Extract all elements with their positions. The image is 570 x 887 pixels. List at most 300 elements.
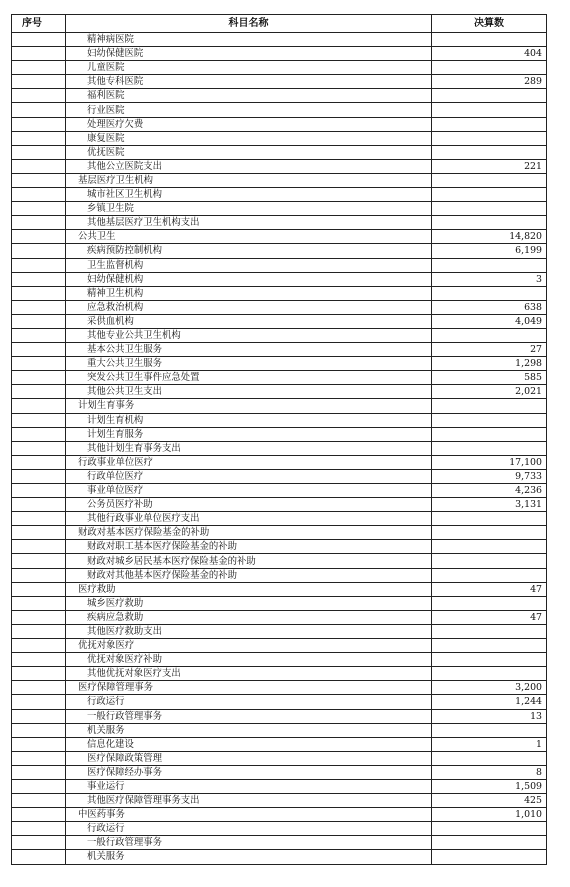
row-name-cell [66,455,432,469]
row-name: 城乡医疗救助 [87,597,144,609]
row-seq-cell [12,822,66,836]
table-row [12,89,547,103]
row-amount: 1 [432,737,547,751]
row-name: 妇幼保健医院 [87,48,144,60]
table-row [12,230,547,244]
header-amount: 决算数 [432,15,547,33]
row-seq-cell [12,159,66,173]
row-seq-cell [12,723,66,737]
table-row [12,765,547,779]
row-name: 精神病医院 [87,34,134,46]
row-name: 疾病应急救助 [87,611,144,623]
table-row [12,568,547,582]
table-header-row [12,15,547,33]
row-name: 其他优抚对象医疗支出 [87,668,181,680]
row-amount: 27 [432,343,547,357]
row-name: 公务员医疗补助 [87,499,153,511]
row-amount: 1,298 [432,357,547,371]
row-amount: 1,010 [432,808,547,822]
table-row [12,850,547,864]
row-name-cell [66,441,432,455]
row-name-cell [66,822,432,836]
row-name: 儿童医院 [87,62,125,74]
table-row [12,596,547,610]
table-row [12,244,547,258]
row-amount [432,145,547,159]
row-seq-cell [12,512,66,526]
table-row [12,624,547,638]
row-name: 福利医院 [87,90,125,102]
row-name-cell [66,512,432,526]
table-row [12,413,547,427]
row-seq-cell [12,737,66,751]
table-row [12,610,547,624]
header-name: 科目名称 [66,15,432,33]
row-amount [432,202,547,216]
row-amount [432,512,547,526]
row-seq-cell [12,624,66,638]
table-row [12,455,547,469]
row-amount [432,836,547,850]
row-seq-cell [12,385,66,399]
table-row [12,779,547,793]
table-row [12,399,547,413]
row-seq-cell [12,582,66,596]
row-name-cell [66,498,432,512]
row-seq-cell [12,399,66,413]
table-row [12,272,547,286]
row-name-cell [66,794,432,808]
row-seq-cell [12,808,66,822]
row-seq-cell [12,779,66,793]
row-name-cell [66,639,432,653]
row-name: 基本公共卫生服务 [87,344,163,356]
row-amount: 3,131 [432,498,547,512]
row-name-cell [66,272,432,286]
row-seq-cell [12,413,66,427]
row-amount: 638 [432,300,547,314]
table-row [12,822,547,836]
row-seq-cell [12,272,66,286]
table-row [12,328,547,342]
row-seq-cell [12,455,66,469]
row-amount [432,667,547,681]
row-seq-cell [12,47,66,61]
row-amount [432,188,547,202]
table-row [12,526,547,540]
row-seq-cell [12,202,66,216]
row-name: 行政运行 [87,823,125,835]
row-amount: 13 [432,709,547,723]
row-seq-cell [12,596,66,610]
row-seq-cell [12,188,66,202]
row-name: 一般行政管理事务 [87,837,163,849]
row-name: 机关服务 [87,851,125,863]
row-amount: 2,021 [432,385,547,399]
row-name-cell [66,159,432,173]
row-amount [432,33,547,47]
row-amount [432,850,547,864]
row-name-cell [66,343,432,357]
row-name-cell [66,399,432,413]
row-seq-cell [12,836,66,850]
row-name: 其他行政事业单位医疗支出 [87,513,200,525]
row-name-cell [66,836,432,850]
row-amount [432,526,547,540]
row-name-cell [66,695,432,709]
table-row [12,512,547,526]
row-name-cell [66,75,432,89]
table-row [12,498,547,512]
row-name-cell [66,371,432,385]
row-name: 重大公共卫生服务 [87,358,163,370]
row-seq-cell [12,653,66,667]
row-seq-cell [12,258,66,272]
row-amount: 221 [432,159,547,173]
row-name-cell [66,258,432,272]
row-amount [432,131,547,145]
row-seq-cell [12,117,66,131]
row-name: 中医药事务 [78,809,125,821]
table-row [12,484,547,498]
row-amount [432,751,547,765]
row-amount [432,328,547,342]
row-name: 计划生育事务 [78,400,135,412]
row-seq-cell [12,103,66,117]
table-row [12,653,547,667]
table-row [12,554,547,568]
row-name: 行政运行 [87,696,125,708]
row-seq-cell [12,554,66,568]
row-name: 城市社区卫生机构 [87,189,163,201]
row-name: 医疗救助 [78,583,116,595]
row-amount [432,822,547,836]
row-name-cell [66,314,432,328]
table-row [12,582,547,596]
table-row [12,371,547,385]
budget-table [11,14,547,865]
table-row [12,709,547,723]
row-seq-cell [12,216,66,230]
row-seq-cell [12,173,66,187]
row-name: 其他医疗救助支出 [87,625,163,637]
row-amount [432,413,547,427]
row-name-cell [66,737,432,751]
row-name: 医疗保障经办事务 [87,766,163,778]
row-name: 一般行政管理事务 [87,710,163,722]
table-row [12,188,547,202]
row-name: 计划生育机构 [87,414,144,426]
row-name-cell [66,624,432,638]
row-amount: 1,509 [432,779,547,793]
row-name: 其他计划生育事务支出 [87,442,181,454]
row-name-cell [66,765,432,779]
row-name-cell [66,484,432,498]
row-name: 基层医疗卫生机构 [78,174,154,186]
row-name: 公共卫生 [78,231,116,243]
row-name: 精神卫生机构 [87,287,144,299]
row-name-cell [66,328,432,342]
row-amount: 17,100 [432,455,547,469]
row-name-cell [66,89,432,103]
row-name-cell [66,681,432,695]
row-name-cell [66,131,432,145]
row-amount [432,399,547,413]
row-amount: 3 [432,272,547,286]
table-body [12,33,547,865]
table-row [12,103,547,117]
row-name: 机关服务 [87,724,125,736]
row-seq-cell [12,765,66,779]
header-seq: 序号 [12,15,66,33]
row-seq-cell [12,75,66,89]
row-name-cell [66,300,432,314]
row-name-cell [66,145,432,159]
row-seq-cell [12,540,66,554]
table-row [12,33,547,47]
table-row [12,258,547,272]
row-seq-cell [12,610,66,624]
row-seq-cell [12,314,66,328]
table-row [12,441,547,455]
row-name-cell [66,540,432,554]
table-row [12,314,547,328]
row-amount [432,173,547,187]
row-name: 优抚医院 [87,146,125,158]
row-name-cell [66,173,432,187]
row-name: 突发公共卫生事件应急处置 [87,372,200,384]
row-name: 财政对职工基本医疗保险基金的补助 [87,541,238,553]
table-row [12,145,547,159]
table-row [12,343,547,357]
table-row [12,75,547,89]
row-seq-cell [12,850,66,864]
row-seq-cell [12,33,66,47]
row-amount [432,624,547,638]
row-seq-cell [12,244,66,258]
row-seq-cell [12,794,66,808]
row-name: 行政事业单位医疗 [78,456,154,468]
row-name: 优抚对象医疗 [78,640,135,652]
table-row [12,300,547,314]
table-row [12,469,547,483]
row-seq-cell [12,498,66,512]
row-name-cell [66,244,432,258]
row-amount [432,427,547,441]
row-name: 其他公立医院支出 [87,160,163,172]
row-name: 处理医疗欠费 [87,118,144,130]
row-amount [432,286,547,300]
row-amount [432,117,547,131]
row-name: 计划生育服务 [87,428,144,440]
row-seq-cell [12,526,66,540]
row-name-cell [66,61,432,75]
row-seq-cell [12,695,66,709]
row-name-cell [66,723,432,737]
row-name: 信息化建设 [87,738,134,750]
table-row [12,159,547,173]
row-amount: 47 [432,610,547,624]
row-amount: 404 [432,47,547,61]
row-amount: 1,244 [432,695,547,709]
row-seq-cell [12,131,66,145]
table-row [12,286,547,300]
row-name-cell [66,33,432,47]
row-seq-cell [12,667,66,681]
table-row [12,737,547,751]
row-amount: 289 [432,75,547,89]
row-name-cell [66,385,432,399]
table-row [12,695,547,709]
table-row [12,639,547,653]
row-seq-cell [12,371,66,385]
row-seq-cell [12,681,66,695]
row-amount: 9,733 [432,469,547,483]
row-name: 其他公共卫生支出 [87,386,163,398]
row-seq-cell [12,639,66,653]
row-name-cell [66,526,432,540]
row-seq-cell [12,484,66,498]
table-row [12,681,547,695]
table-row [12,202,547,216]
row-name-cell [66,554,432,568]
row-name-cell [66,216,432,230]
row-name: 其他专科医院 [87,76,144,88]
row-amount: 4,049 [432,314,547,328]
row-name: 康复医院 [87,132,125,144]
row-seq-cell [12,427,66,441]
row-amount [432,441,547,455]
row-name: 财政对基本医疗保险基金的补助 [78,527,210,539]
row-name: 医疗保障管理事务 [78,682,154,694]
row-amount [432,568,547,582]
row-name-cell [66,568,432,582]
table-row [12,131,547,145]
row-name-cell [66,188,432,202]
row-name: 其他基层医疗卫生机构支出 [87,217,200,229]
row-seq-cell [12,145,66,159]
row-name-cell [66,117,432,131]
row-name: 事业单位医疗 [87,485,144,497]
row-name-cell [66,582,432,596]
row-name: 其他专业公共卫生机构 [87,330,181,342]
row-seq-cell [12,343,66,357]
table-row [12,751,547,765]
row-amount: 3,200 [432,681,547,695]
row-name: 其他医疗保障管理事务支出 [87,795,200,807]
table-row [12,173,547,187]
row-name-cell [66,103,432,117]
row-name-cell [66,779,432,793]
table-row [12,117,547,131]
row-name: 乡镇卫生院 [87,203,134,215]
row-seq-cell [12,286,66,300]
row-name-cell [66,230,432,244]
row-name-cell [66,47,432,61]
row-name-cell [66,653,432,667]
row-amount [432,554,547,568]
row-amount: 585 [432,371,547,385]
row-amount [432,61,547,75]
row-seq-cell [12,89,66,103]
row-amount [432,540,547,554]
row-name: 事业运行 [87,781,125,793]
row-name-cell [66,469,432,483]
row-amount: 425 [432,794,547,808]
row-name-cell [66,202,432,216]
row-name-cell [66,808,432,822]
row-name-cell [66,667,432,681]
row-amount [432,723,547,737]
row-seq-cell [12,568,66,582]
row-name: 财政对城乡居民基本医疗保险基金的补助 [87,555,256,567]
row-seq-cell [12,709,66,723]
table-row [12,808,547,822]
table-row [12,47,547,61]
row-name: 优抚对象医疗补助 [87,654,163,666]
row-amount [432,103,547,117]
table-row [12,427,547,441]
row-name-cell [66,850,432,864]
row-name: 医疗保障政策管理 [87,752,163,764]
row-amount [432,258,547,272]
table-row [12,61,547,75]
row-amount [432,216,547,230]
row-name: 应急救治机构 [87,301,144,313]
row-amount [432,596,547,610]
row-name: 卫生监督机构 [87,259,144,271]
row-name: 疾病预防控制机构 [87,245,163,257]
row-seq-cell [12,61,66,75]
row-seq-cell [12,230,66,244]
row-name: 行政单位医疗 [87,470,144,482]
row-name-cell [66,610,432,624]
row-amount [432,89,547,103]
row-amount: 8 [432,765,547,779]
row-seq-cell [12,357,66,371]
row-name-cell [66,413,432,427]
table-row [12,667,547,681]
table-row [12,540,547,554]
row-amount: 14,820 [432,230,547,244]
row-name: 行业医院 [87,104,125,116]
row-name-cell [66,709,432,723]
row-name-cell [66,357,432,371]
table-row [12,794,547,808]
row-name-cell [66,751,432,765]
row-amount [432,653,547,667]
row-seq-cell [12,751,66,765]
row-name-cell [66,596,432,610]
table-row [12,836,547,850]
row-amount: 6,199 [432,244,547,258]
row-seq-cell [12,300,66,314]
row-seq-cell [12,469,66,483]
table-row [12,216,547,230]
row-amount [432,639,547,653]
row-amount: 4,236 [432,484,547,498]
row-seq-cell [12,328,66,342]
row-name-cell [66,286,432,300]
row-name: 妇幼保健机构 [87,273,144,285]
table-row [12,385,547,399]
row-name: 财政对其他基本医疗保险基金的补助 [87,569,238,581]
table-row [12,357,547,371]
row-name: 采供血机构 [87,315,134,327]
row-seq-cell [12,441,66,455]
budget-table-sheet [11,14,546,865]
row-name-cell [66,427,432,441]
